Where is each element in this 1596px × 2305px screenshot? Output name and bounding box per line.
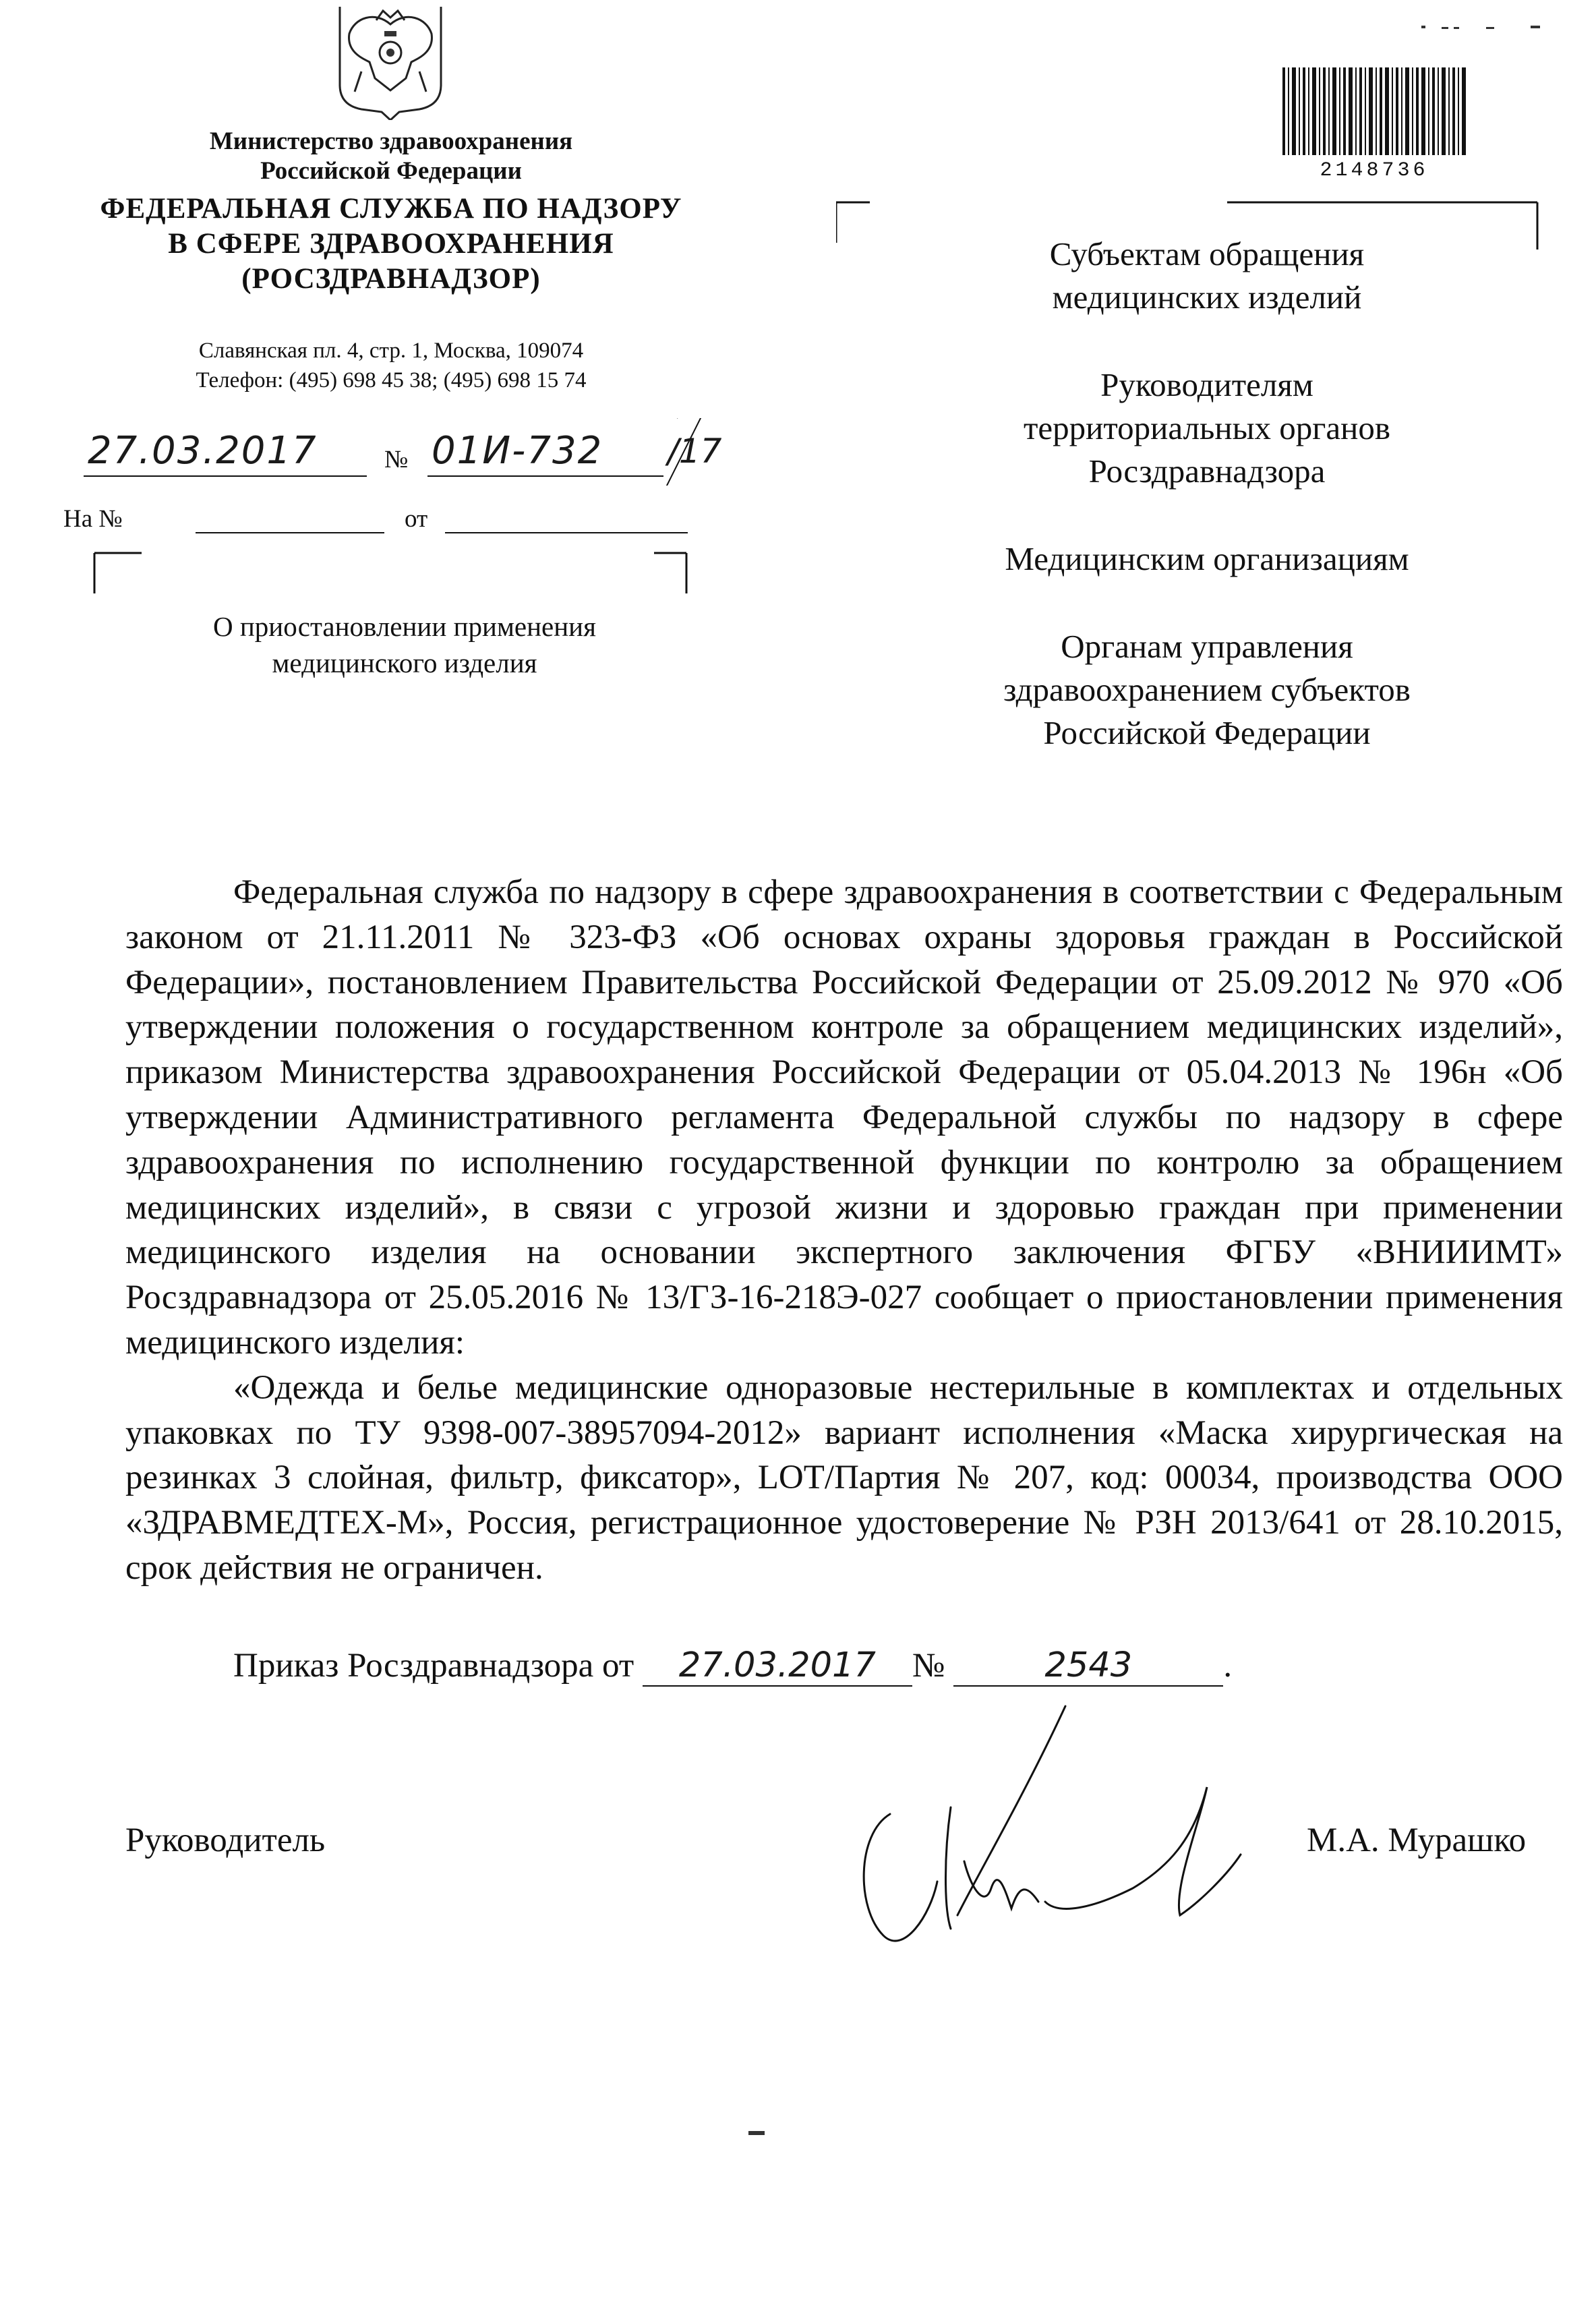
handwritten-signature [850,1686,1254,2023]
recipients-block [930,233,1483,799]
coat-of-arms-emblem [334,4,446,120]
registration-number: 01И-732 [432,429,603,473]
barcode [1280,67,1469,165]
document-subject [101,608,708,681]
order-end: . [1223,1647,1233,1685]
recipient-group [930,233,1483,319]
service-name [54,192,728,297]
order-prefix: Приказ Росздравнадзора от [233,1647,634,1685]
recipient-line: Медицинским организациям [1005,540,1409,577]
order-number: 2543 [953,1645,1223,1687]
barcode-number: 2148736 [1320,159,1429,182]
subject-brackets [88,546,694,600]
recipient-line: Субъектам обращения [1049,235,1365,272]
device-description-paragraph: «Одежда и белье медицинские одноразовые нестерильные в комплектах и отдельных упаковках по ТУ 9398-007-38957094-2012» вариант исполнения «Маска хирургическая на резинках 3 слойная, фильтр, фиксатор», LOT/Партия № 207, код: 00034, производства ООО «ЗДРАВМЕДТЕХ-М», Россия, регистрационное удостоверение № РЗН 2013/641 от 28.10.2015, срок действия не ограничен. [125,1368,1563,1587]
recipient-group [930,363,1483,493]
reference-date-label: от [405,505,428,533]
recipient-line: Российской Федерации [1043,714,1371,751]
ministry-line: Российской Федерации [260,157,522,185]
scan-marks [1416,13,1551,40]
reference-underlines [189,513,701,539]
signatory-position: Руководитель [125,1821,326,1859]
service-line: ФЕДЕРАЛЬНАЯ СЛУЖБА ПО НАДЗОРУ [100,193,682,225]
recipient-group [930,537,1483,581]
service-line: (РОСЗДРАВНАДЗОР) [241,263,541,295]
registration-number-label: № [384,446,409,473]
service-line: В СФЕРЕ ЗДРАВООХРАНЕНИЯ [168,228,614,260]
subject-line: О приостановлении применения [213,611,596,642]
registration-date: 27.03.2017 [88,429,318,473]
recipient-line: Органам управления [1061,628,1353,665]
phone-line: Телефон: (495) 698 45 38; (495) 698 15 74 [196,368,587,392]
ministry-name [108,127,674,186]
stray-mark [748,2131,765,2135]
address-line: Славянская пл. 4, стр. 1, Москва, 109074 [198,339,584,363]
signatory-name: М.А. Мурашко [1307,1821,1527,1859]
order-reference [233,1645,1232,1687]
order-date: 27.03.2017 [643,1645,912,1687]
subject-line: медицинского изделия [272,647,537,678]
recipient-line: территориальных органов [1024,409,1390,446]
recipient-line: Росздравнадзора [1088,453,1326,490]
recipient-line: медицинских изделий [1052,279,1362,316]
recipient-group [930,625,1483,755]
registration-number-suffix: /17 [668,432,722,471]
reference-number-label: На № [63,505,123,533]
document-body [125,870,1563,1591]
body-paragraph: Федеральная служба по надзору в сфере здравоохранения в соответствии с Федеральным законом от 21.11.2011 № 323-ФЗ «Об основах охраны здоровья граждан в Российской Федерации», постановлением Правительства Российской Федерации от 25.09.2012 № 970 «Об утверждении положения о государственном контроле за обращением медицинских изделий», приказом Министерства здравоохранения Российской Федерации от 05.04.2013 № 196н «Об утверждении Административного регламента Федеральной службы по надзору в сфере здравоохранения по исполнению государственной функции по контролю за обращением медицинских изделий», в связи с угрозой жизни и здоровью граждан при применении медицинского изделия на основании экспертного заключения ФГБУ «ВНИИИМТ» Росздравнадзора от 25.05.2016 № 13/ГЗ-16-218Э-027 сообщает о приостановлении применения медицинского изделия: [125,873,1563,1362]
recipient-line: Руководителям [1100,366,1313,403]
recipient-line: здравоохранением субъектов [1003,671,1411,708]
ministry-line: Министерство здравоохранения [209,127,573,155]
order-number-label: № [912,1647,945,1685]
address-block [108,336,674,395]
